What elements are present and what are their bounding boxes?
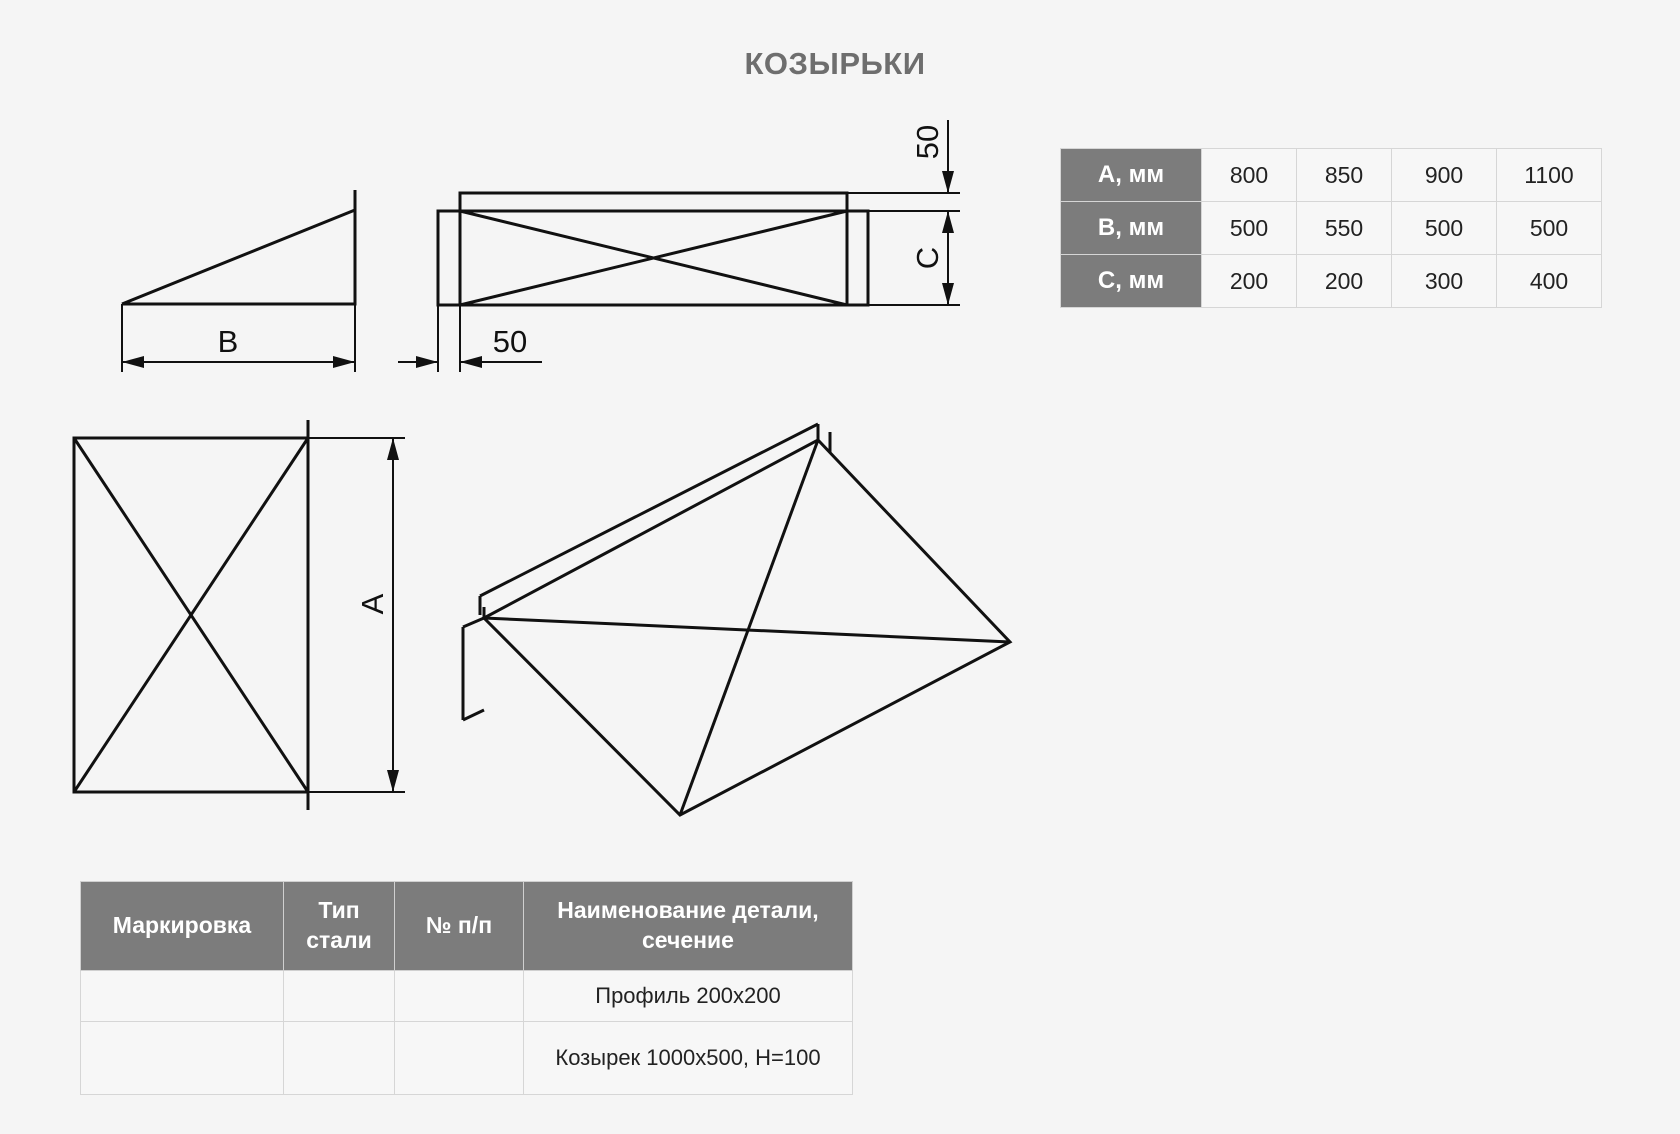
top-view-rectangle [74, 420, 308, 810]
table-cell [81, 1022, 284, 1095]
table-cell: 900 [1392, 149, 1497, 202]
table-cell: 850 [1297, 149, 1392, 202]
table-cell: Козырек 1000x500, H=100 [524, 1022, 853, 1095]
dimension-c-label: C [910, 246, 945, 270]
dimension-b-label: B [217, 324, 239, 359]
table-cell: 800 [1202, 149, 1297, 202]
dimension-50-side-label: 50 [910, 124, 945, 160]
table-cell: 500 [1392, 202, 1497, 255]
row-label-a: A, мм [1061, 149, 1202, 202]
row-label-b: B, мм [1061, 202, 1202, 255]
dimension-50-bottom-label: 50 [492, 324, 528, 359]
header-steel-type: Тип стали [284, 882, 395, 971]
table-cell: 500 [1497, 202, 1602, 255]
table-cell: 1100 [1497, 149, 1602, 202]
table-cell [81, 971, 284, 1022]
side-view-triangle [122, 190, 355, 304]
isometric-view [463, 424, 1010, 815]
table-row [81, 1022, 853, 1095]
table-cell: 300 [1392, 255, 1497, 308]
dimension-b-line [122, 304, 355, 372]
table-cell: 200 [1297, 255, 1392, 308]
table-cell: 200 [1202, 255, 1297, 308]
table-cell [395, 1022, 524, 1095]
table-header-row [81, 882, 853, 971]
table-row [1061, 149, 1602, 202]
table-cell: 500 [1202, 202, 1297, 255]
table-row [81, 971, 853, 1022]
header-part-name: Наименование детали, сечение [524, 882, 853, 971]
table-cell [395, 971, 524, 1022]
spec-table [80, 881, 853, 1095]
table-cell [284, 1022, 395, 1095]
header-number: № п/п [395, 882, 524, 971]
table-cell: Профиль 200x200 [524, 971, 853, 1022]
header-marking: Маркировка [81, 882, 284, 971]
table-cell: 550 [1297, 202, 1392, 255]
table-row [1061, 202, 1602, 255]
page-title: КОЗЫРЬКИ [744, 46, 926, 81]
row-label-c: C, мм [1061, 255, 1202, 308]
table-row [1061, 255, 1602, 308]
table-cell [284, 971, 395, 1022]
table-cell: 400 [1497, 255, 1602, 308]
front-view-rectangle [438, 193, 868, 305]
dimension-a-label: A [355, 593, 390, 615]
dimensions-table [1060, 148, 1602, 308]
